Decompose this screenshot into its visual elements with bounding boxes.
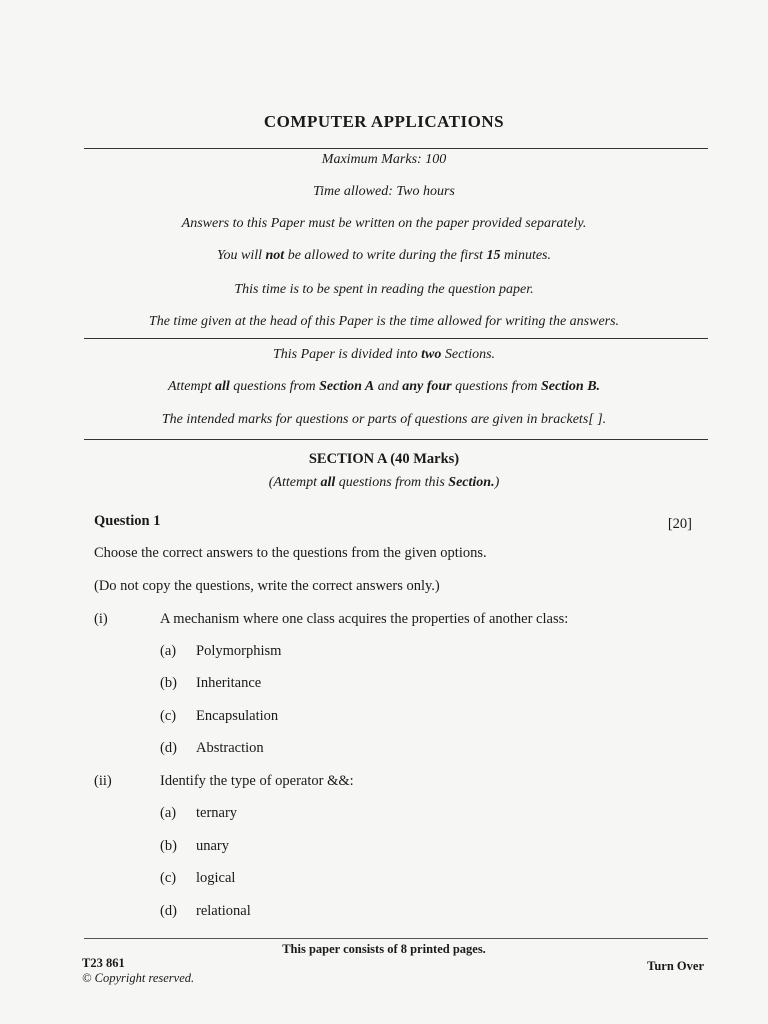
structure-text: Attempt	[167, 379, 215, 394]
option-text: Encapsulation	[196, 708, 279, 724]
part-question-text: A mechanism where one class acquires the properties of another class:	[160, 611, 569, 627]
option-text: ternary	[196, 805, 238, 821]
instruction-text: You will	[217, 248, 266, 263]
header-rule	[84, 148, 708, 149]
section-a-text: (Attempt	[268, 475, 321, 490]
option-letter: (b)	[160, 838, 177, 854]
option-text: Abstraction	[196, 740, 264, 756]
structure-emphasis: any four	[402, 379, 452, 394]
question-1-label: Question 1	[94, 513, 161, 529]
part-question-text: Identify the type of operator &&:	[160, 773, 354, 789]
section-a-text: questions from this	[335, 475, 449, 490]
option-letter: (c)	[160, 870, 177, 886]
option-text: logical	[196, 870, 236, 886]
maximum-marks: Maximum Marks: 100	[321, 152, 447, 167]
instruction-emphasis: 15	[486, 248, 501, 263]
section-a-emphasis: Section.	[448, 475, 495, 490]
time-allowed: Time allowed: Two hours	[313, 184, 455, 199]
question-1-instruction-1: Choose the correct answers to the questions from the given options.	[94, 545, 487, 561]
structure-emphasis: two	[421, 347, 442, 362]
structure-emphasis: Section B.	[540, 379, 601, 394]
instruction-emphasis: not	[265, 248, 285, 263]
footer-rule	[84, 938, 708, 939]
question-1-instruction-2: (Do not copy the questions, write the correct answers only.)	[94, 578, 440, 594]
instruction-line-2	[0, 248, 768, 264]
structure-rule	[84, 439, 708, 440]
structure-line-2	[0, 379, 768, 395]
option-letter: (d)	[160, 740, 177, 756]
section-a-heading: SECTION A (40 Marks)	[308, 451, 460, 467]
instruction-line-3: This time is to be spent in reading the question paper.	[234, 282, 534, 297]
option-letter: (a)	[160, 643, 177, 659]
instructions-rule	[84, 338, 708, 339]
paper-code: T23 861	[82, 956, 125, 970]
copyright-notice: © Copyright reserved.	[82, 971, 195, 985]
structure-text: questions from	[229, 379, 320, 394]
section-a-text: )	[494, 475, 500, 490]
structure-text: Sections.	[441, 347, 496, 362]
part-number: (ii)	[94, 773, 112, 789]
option-text: Polymorphism	[196, 643, 282, 659]
question-1-marks: [20]	[667, 516, 692, 532]
turn-over-label: Turn Over	[647, 959, 704, 973]
section-a-subheading	[0, 475, 768, 491]
option-text: Inheritance	[196, 675, 262, 691]
structure-line-3: The intended marks for questions or parts of questions are given in brackets[ ].	[161, 412, 607, 427]
structure-text: questions from	[451, 379, 541, 394]
option-letter: (b)	[160, 675, 177, 691]
instruction-text: be allowed to write during the first	[284, 248, 487, 263]
part-number: (i)	[94, 611, 108, 627]
option-letter: (c)	[160, 708, 177, 724]
instruction-line-1: Answers to this Paper must be written on the paper provided separately.	[181, 216, 587, 231]
option-text: unary	[196, 838, 230, 854]
structure-emphasis: Section A	[319, 379, 375, 394]
paper-title: COMPUTER APPLICATIONS	[263, 112, 505, 131]
option-letter: (a)	[160, 805, 177, 821]
structure-line-1	[0, 347, 768, 363]
instruction-text: minutes.	[500, 248, 551, 263]
option-letter: (d)	[160, 903, 177, 919]
structure-emphasis: all	[214, 379, 230, 394]
instruction-line-4: The time given at the head of this Paper is the time allowed for writing the answers.	[148, 314, 620, 329]
structure-text: This Paper is divided into	[272, 347, 422, 362]
pages-note: This paper consists of 8 printed pages.	[282, 942, 486, 956]
structure-text: and	[374, 379, 403, 394]
option-text: relational	[196, 903, 251, 919]
section-a-emphasis: all	[320, 475, 336, 490]
